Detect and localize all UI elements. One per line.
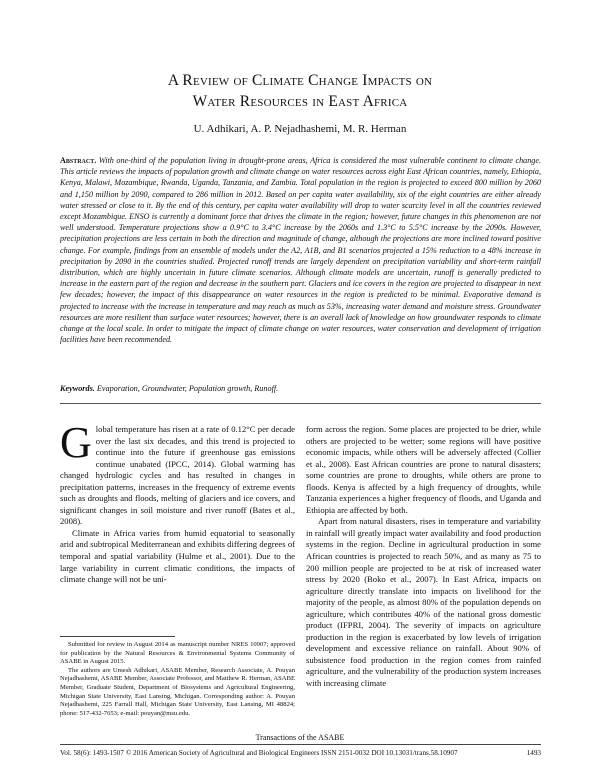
drop-cap: G: [60, 418, 92, 467]
keywords-text: Evaporation, Groundwater, Population growth, Runoff.: [94, 384, 279, 393]
paragraph-text: lobal temperature has risen at a rate of 0.12°C per decade over the last six decades, and this trend is projected to continue into the future if greenhouse gas emissions continue unabated (IPCC, 2014). Global warming has changed hydrologic cycles and has resulted in changes in precipitation patterns, increases in the frequency of extreme events such as droughts and floods, melting of glaciers and ice covers, and significant changes in soil moisture and river runoff (Bates et al., 2008).: [60, 424, 295, 527]
article-title: [0, 70, 600, 112]
page-footer: [60, 749, 541, 757]
abstract: [60, 155, 541, 345]
body-paragraph: [60, 418, 295, 528]
page-number: 1493: [526, 749, 541, 757]
journal-name: Transactions of the ASABE: [255, 733, 345, 742]
footer-divider: [60, 744, 541, 745]
title-line-1: A Review of Climate Change Impacts on: [167, 72, 433, 89]
abstract-label: Abstract.: [60, 156, 97, 165]
citation-line: Vol. 58(6): 1493-1507 © 2016 American Society of Agricultural and Biological Engineers ISSN 2151-0032 DOI 10.13031/trans.58.10907: [60, 749, 458, 757]
keywords-label: Keywords.: [60, 384, 95, 393]
body-column-right: [306, 424, 541, 690]
keywords: [60, 383, 541, 394]
author-list: U. Adhikari, A. P. Nejadhashemi, M. R. Herman: [193, 123, 407, 135]
footnote-divider: [60, 636, 175, 637]
footnote-authors: The authors are Umesh Adhikari, ASABE Member, Research Associate, A. Pouyan Nejadhashemi, ASABE Member, Associate Professor, and Matthew R. Herman, ASABE Member, Graduate Student, Department of Biosystems and Agricultural Engineering, Michigan State University, East Lansing, Michigan. Corresponding author: A. Pouyan Nejadhashemi, 225 Farrall Hall, Michigan State University, East Lansing, MI 48824; phone: 517-432-7653; e-mail: pouyan@msu.edu.: [60, 666, 295, 717]
body-paragraph: Apart from natural disasters, rises in temperature and variability in rainfall will greatly impact water availability and food production systems in the region. Decline in agricultural production in some African countries is projected to reach 50%, and as many as 75 to 200 million people are projected to be at risk of increased water stress by 2020 (Boko et al., 2007). In East Africa, impacts on agriculture directly translate into impacts on livelihood for the majority of the people, as almost 80% of the population depends on agriculture, which contributes 40% of the national gross domestic product (IFPRI, 2004). The severity of impacts on agriculture production in the region is exacerbated by low levels of irrigation development and excessive reliance on rainfall. About 90% of subsistence food production in the region comes from rainfed agriculture, and the vulnerability of the production system increases with increasing climate: [306, 516, 541, 689]
title-line-2: Water Resources in East Africa: [192, 93, 408, 110]
body-column-left: [60, 418, 295, 586]
section-divider: [60, 403, 541, 404]
body-paragraph: Climate in Africa varies from humid equatorial to seasonally arid and subtropical Mediterranean and exhibits differing degrees of temporal and spatial variability (Hulme et al., 2001). Due to the large variability in current climatic conditions, the impacts of climate change will not be uni-: [60, 527, 295, 585]
body-paragraph: form across the region. Some places are projected to be drier, while others are projected to be wetter; some regions will have positive economic impacts, while others will be adversely affected (Collier et al., 2008). East African countries are prone to natural disasters; some countries are prone to droughts, while others are prone to floods. Kenya is affected by a high frequency of droughts, while Tanzania experiences a higher frequency of floods, and Uganda and Ethiopia are affected by both.: [306, 424, 541, 515]
abstract-text: With one-third of the population living in drought-prone areas, Africa is considered the most vulnerable continent to climate change. This article reviews the impacts of population growth and climate change on water resources across eight East African countries, namely, Ethiopia, Kenya, Malawi, Mozambique, Rwanda, Uganda, Tanzania, and Zambia. Total population in the region is projected to exceed 800 million by 2060 and 1,150 million by 2090, compared to 286 million in 2012. Based on per capita water availability, six of the eight countries are either already water stressed or close to it. By the end of this century, per capita water availability will drop to water scarcity level in all the countries reviewed except Mozambique. ENSO is currently a dominant force that drives the climate in the region; however, future changes in this phenomenon are not well understood. Temperature projections show a 0.9°C to 3.4°C increase by the 2060s and 1.3°C to 5.5°C increase by the 2090s. However, precipitation projections are less certain in both the direction and magnitude of change, although the projections are more inclined toward positive change. For example, findings from an ensemble of models under the A2, A1B, and B1 scenarios projected a 15% reduction to a 48% increase in precipitation by 2090 in the countries studied. Projected runoff trends are largely dependent on precipitation variability and short-term rainfall distribution, which are highly uncertain in future climate scenarios. Although climate models are uncertain, runoff is generally predicted to increase in the eastern part of the region and decrease in the southern part. Glaciers and ice covers in the region are projected to disappear in next few decades; however, the impact of this disappearance on water resources in the region is predicted to be minimal. Evaporative demand is projected to increase with the increase in temperature and may reach as much as 53%, increasing water demand and moisture stress. Groundwater resources are more resilient than surface water resources; however, there is an overall lack of knowledge on how groundwater responds to climate change at the local scale. In order to mitigate the impact of climate change on water resources, water conservation and development of irrigation facilities have been recommended.: [60, 156, 541, 345]
footnote: [60, 641, 295, 718]
footnote-submitted: Submitted for review in August 2014 as manuscript number NRES 10907; approved for publication by the Natural Resources & Environmental Systems Community of ASABE in August 2015.: [60, 641, 295, 666]
